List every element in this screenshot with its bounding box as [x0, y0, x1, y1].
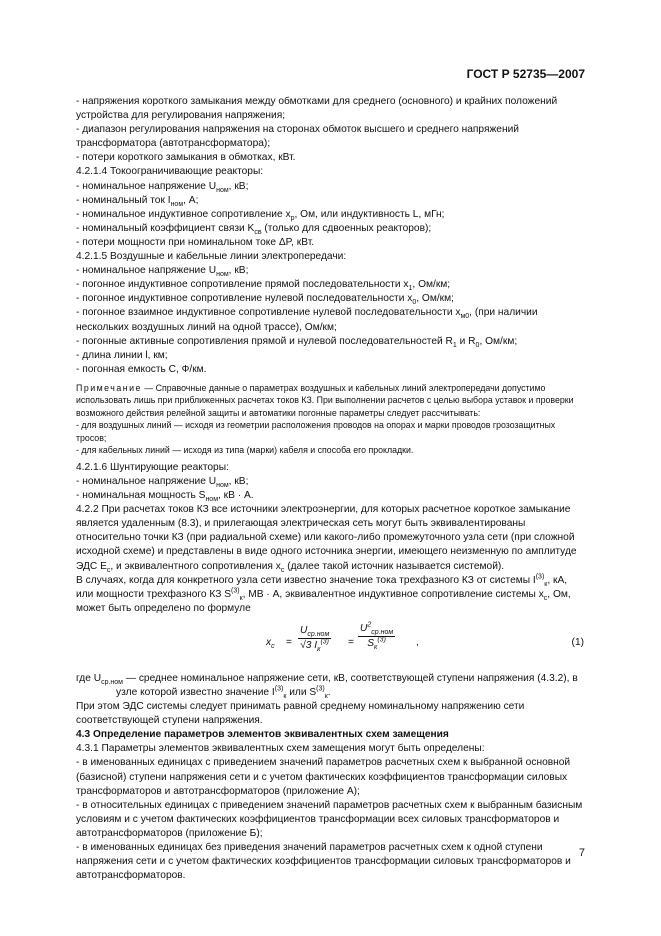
text: , Ом, или индуктивность L, мГн;: [294, 208, 445, 220]
text: - погонные активные сопротивления прямой и нулевой последовательностей R: [76, 335, 453, 347]
subscript: ном: [216, 271, 229, 279]
note-item: - для воздушных линий — исходя из геометрии расположения проводов на опорах и марки проводов грозозащитных тросов;: [76, 420, 556, 443]
paragraph: [76, 503, 584, 573]
subscript: к: [374, 644, 378, 652]
text: — среднее номинальное напряжение сети, кВ, соответствующей ступени напряжения (4.3.2), в узле которой известно значение I: [116, 672, 578, 698]
text: , Ом/км;: [479, 335, 518, 347]
text: , кА, или мощности трехфазного КЗ S: [76, 574, 568, 600]
text: - номинальное напряжение U: [76, 475, 217, 487]
standard-header: ГОСТ Р 52735—2007: [466, 67, 585, 81]
text: , МВ · А, эквивалентное индуктивное сопротивление системы x: [242, 588, 544, 600]
subscript: св: [254, 228, 262, 236]
list-item: [76, 194, 584, 208]
formula-number: (1): [571, 636, 584, 648]
list-item: [76, 222, 584, 236]
list-item: [76, 306, 584, 334]
text: , Ом, может быть определено по формуле: [76, 588, 571, 614]
text: - погонное индуктивное сопротивление прямой последовательности x: [76, 279, 409, 291]
subscript: ном: [216, 186, 229, 194]
text: , Ом/км;: [412, 279, 451, 291]
body-text: [76, 95, 584, 883]
subscript: с: [271, 642, 275, 650]
section-heading: 4.3 Определение параметров элементов эквивалентных схем замещения: [76, 729, 449, 741]
text: , и эквивалентного сопротивления x: [110, 560, 281, 572]
text: - номинальное напряжение U: [76, 180, 217, 192]
text: где U: [76, 672, 102, 684]
paragraph: [76, 95, 584, 123]
text: .: [327, 687, 331, 698]
paragraph: [76, 250, 584, 264]
list-item: [76, 489, 584, 503]
text: - номинальное индуктивное сопротивление x: [76, 208, 291, 220]
text: (только для сдвоенных реакторов);: [261, 222, 432, 234]
text: - длина линии l, км;: [76, 349, 168, 361]
formula-1: [76, 620, 584, 668]
subscript: с: [106, 566, 111, 574]
superscript: 2: [367, 621, 372, 629]
denominator: [298, 639, 331, 653]
text: U: [360, 622, 368, 634]
text: - номинальная мощность S: [76, 490, 206, 502]
list-item: [76, 292, 584, 306]
denominator: [358, 637, 395, 651]
superscript: (3): [231, 587, 240, 595]
fraction-2: [358, 622, 395, 651]
list-item: [76, 208, 584, 222]
list-item: [76, 264, 584, 278]
formula-comma: ,: [416, 636, 419, 648]
superscript: (3): [316, 685, 325, 693]
subscript: с: [280, 566, 285, 574]
text: 4.2.1.5 Воздушные и кабельные линии электропередачи:: [76, 251, 347, 263]
text: - погонная емкость C, Ф/км.: [76, 363, 207, 375]
text: - потери мощности при номинальном токе ΔP, кВт.: [76, 236, 315, 248]
equals-sign: =: [286, 636, 292, 648]
text: - номинальное напряжение U: [76, 265, 217, 277]
text: , А;: [183, 194, 199, 206]
subscript: к: [317, 646, 321, 654]
list-item: [76, 180, 584, 194]
text: , (при наличии нескольких воздушных линий на одной трассе), Ом/км;: [76, 307, 538, 333]
text: и R: [456, 335, 476, 347]
subscript: с: [543, 594, 548, 602]
fraction-1: [298, 624, 331, 653]
subscript: ср.ном: [101, 678, 123, 686]
text: или S: [286, 687, 317, 698]
text: , кВ;: [228, 475, 249, 487]
subscript: 1: [408, 285, 413, 293]
subscript: ном: [216, 482, 229, 489]
subscript: 0: [412, 299, 417, 307]
text: - номинальный ток I: [76, 194, 171, 206]
formula-lhs: [266, 636, 275, 650]
page-number: 7: [578, 847, 585, 859]
list-item: [76, 236, 584, 250]
text: S: [367, 638, 375, 649]
text: , кВ · А.: [218, 490, 254, 502]
subscript: к: [324, 693, 328, 701]
list-item: [76, 363, 584, 377]
note-text: — Справочные данные о параметрах воздушных и кабельных линий электропередачи допустимо использовать лишь при приближенных расчетах токов КЗ. При выполнении расчетов с целью выбора уставок и проверки возможного действия релейной защиты и автоматики погонные параметры следует рассчитывать:: [76, 382, 574, 418]
paragraph: [76, 123, 584, 151]
subscript: к: [283, 693, 287, 701]
superscript: (3): [377, 636, 386, 644]
text: В случаях, когда для конкретного узла сети известно значение тока трехфазного КЗ от системы I: [76, 574, 536, 586]
paragraph: [76, 574, 584, 616]
text: 4.2.1.4 Токоограничивающие реакторы:: [76, 166, 264, 178]
text: - номинальный коэффициент связи K: [76, 222, 255, 234]
text: (далее такой источник называется системой).: [284, 560, 505, 572]
subscript: 0: [475, 341, 480, 349]
subscript: ср.ном: [371, 628, 394, 636]
where-clause: [76, 672, 584, 700]
text: 4.2.1.6 Шунтирующие реакторы:: [76, 461, 229, 473]
numerator: [298, 624, 331, 639]
text: - погонное взаимное индуктивное сопротивление нулевой последовательности x: [76, 307, 461, 319]
approx-sign: =: [348, 636, 354, 648]
list-item: - в именованных единицах без приведения значений параметров расчетных схем к одной ступени напряжения сети и с учетом фактических коэффициентов трансформации силовых трансформаторов и автотрансформаторов.: [76, 842, 571, 882]
note: [76, 382, 584, 420]
text: - погонное индуктивное сопротивление нулевой последовательности x: [76, 293, 413, 305]
subscript: к: [544, 580, 548, 588]
superscript: (3): [535, 573, 545, 581]
paragraph: [76, 165, 584, 179]
subscript: ном: [205, 496, 219, 504]
text: 4.2.2 При расчетах токов КЗ все источники электроэнергии, для которых расчетное короткое замыкание является удаленным (8.3), и прилегающая электрическая сеть могут быть эквивалентированы относительно точки КЗ (при радиальной схеме) или какого-либо промежуточного узла сети (при сложной исходной схеме) и представлены в виде одного источника энергии, имеющего неизменную по амплитуде ЭДС E: [76, 504, 577, 572]
paragraph: [76, 151, 584, 165]
text: √3 I: [300, 640, 318, 651]
list-item: - в относительных единицах с приведением значений параметров расчетных схем к выбранным базисным условиям и с учетом фактических коэффициентов трансформации всех силовых трансформаторов и автотрансформаторов (приложение Б);: [76, 799, 583, 839]
paragraph: При этом ЭДС системы следует принимать равной среднему номинальному напряжению сети соответствующей ступени напряжения.: [76, 701, 525, 727]
subscript: ср.ном: [307, 630, 330, 638]
list-item: [76, 278, 584, 292]
list-item: [76, 349, 584, 363]
subscript: к: [239, 594, 243, 602]
paragraph: 4.3.1 Параметры элементов эквивалентных схем замещения могут быть определены:: [76, 743, 485, 755]
list-item: - в именованных единицах с приведением значений параметров расчетных схем к выбранной основной (базисной) ступени напряжения сети и с учетом фактических коэффициентов трансформации силовых трансформаторов и автотрансформаторов (приложение А);: [76, 757, 571, 797]
note-item: - для кабельных линий — исходя из типа (марки) кабеля и способа его прокладки.: [76, 445, 414, 456]
note-label: Примечание: [76, 382, 142, 393]
paragraph: [76, 461, 584, 475]
subscript: ном: [170, 200, 184, 208]
subscript: м0: [460, 313, 470, 321]
superscript: (3): [274, 685, 284, 693]
text: - напряжения короткого замыкания между обмотками для среднего (основного) и крайних положений устройства для регулирования напряжения;: [76, 96, 558, 122]
subscript: 1: [452, 341, 457, 349]
subscript: р: [290, 214, 295, 222]
text: x: [266, 636, 272, 648]
superscript: (3): [320, 638, 330, 646]
list-item: [76, 475, 584, 489]
text: - диапазон регулирования напряжения на сторонах обмоток высшего и среднего напряжений трансформатора (автотрансформатора);: [76, 124, 519, 150]
list-item: [76, 335, 584, 349]
text: U: [300, 624, 308, 636]
text: , кВ;: [228, 265, 249, 277]
text: , кВ;: [228, 180, 249, 192]
text: - потери короткого замыкания в обмотках, кВт.: [76, 152, 296, 164]
numerator: [358, 622, 395, 637]
text: , Ом/км;: [416, 293, 454, 305]
